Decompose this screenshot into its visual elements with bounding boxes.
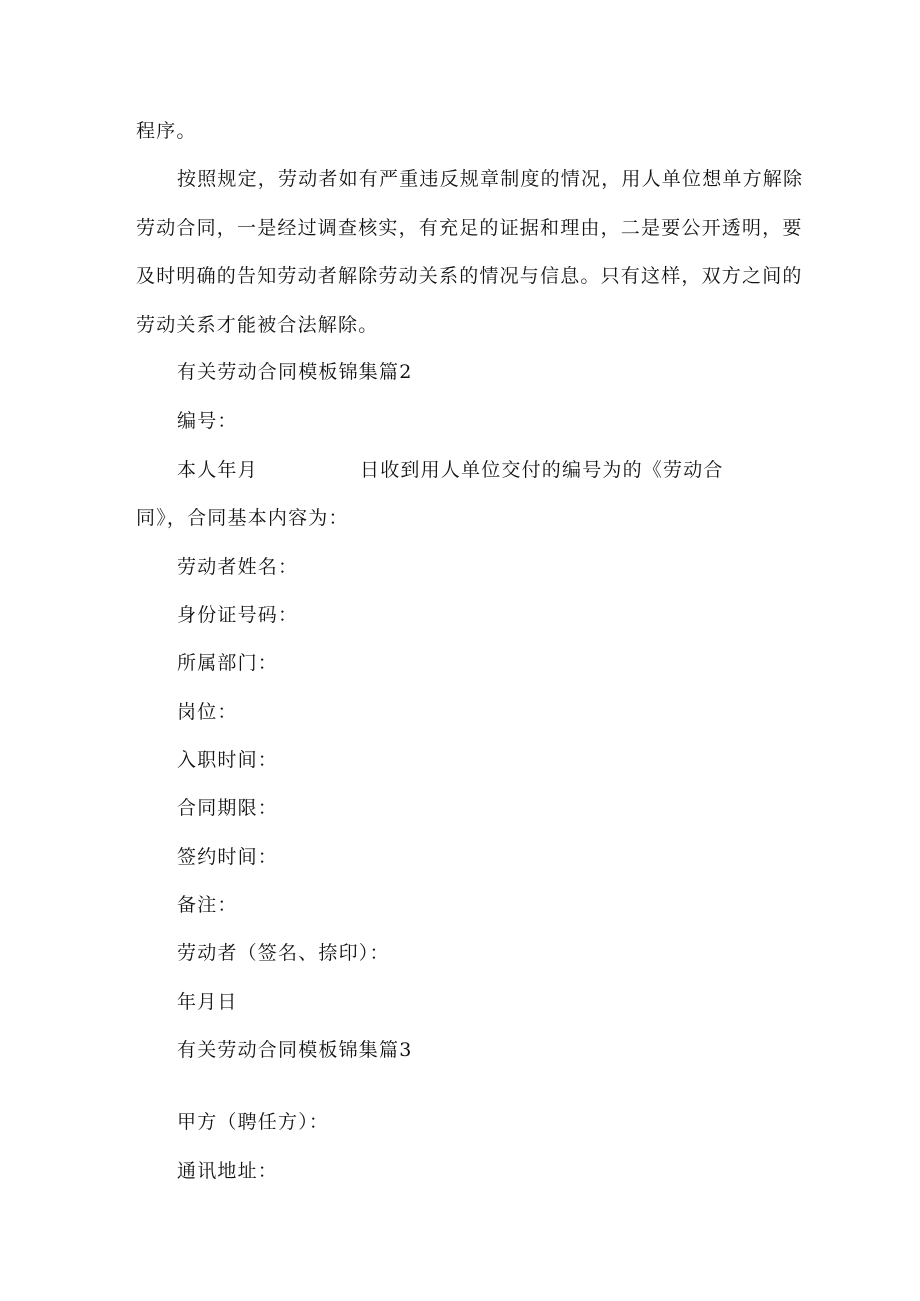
field-label-number: 编号：	[177, 410, 238, 432]
paragraph-line: 按照规定，劳动者如有严重违反规章制度的情况，用人单位想单方解除	[177, 168, 804, 190]
field-label-date: 年月日	[177, 991, 238, 1013]
section-heading: 有关劳动合同模板锦集篇2	[177, 361, 413, 383]
section-heading: 有关劳动合同模板锦集篇3	[177, 1039, 413, 1061]
field-label-signing-date: 签约时间：	[177, 846, 279, 868]
paragraph-line: 劳动合同，一是经过调查核实，有充足的证据和理由，二是要公开透明，要	[136, 217, 803, 239]
field-label-worker-signature: 劳动者（签名、捺印）：	[177, 942, 390, 964]
receipt-line-start: 本人年月	[177, 459, 258, 481]
receipt-line-continuation: 同》，合同基本内容为：	[136, 507, 349, 529]
field-label-department: 所属部门：	[177, 652, 279, 674]
paragraph-line: 劳动关系才能被合法解除。	[136, 314, 379, 336]
field-label-start-date: 入职时间：	[177, 749, 279, 771]
field-label-address: 通讯地址：	[177, 1160, 279, 1182]
field-label-id-number: 身份证号码：	[177, 604, 299, 626]
field-label-contract-term: 合同期限：	[177, 797, 279, 819]
field-label-position: 岗位：	[177, 701, 238, 723]
field-label-remarks: 备注：	[177, 894, 238, 916]
paragraph-line: 程序。	[136, 120, 197, 142]
paragraph-line: 及时明确的告知劳动者解除劳动关系的情况与信息。只有这样，双方之间的	[136, 265, 803, 287]
field-label-worker-name: 劳动者姓名：	[177, 556, 299, 578]
field-label-party-a: 甲方（聘任方）：	[177, 1111, 330, 1133]
receipt-line-end: 日收到用人单位交付的编号为的《劳动合	[360, 459, 724, 481]
